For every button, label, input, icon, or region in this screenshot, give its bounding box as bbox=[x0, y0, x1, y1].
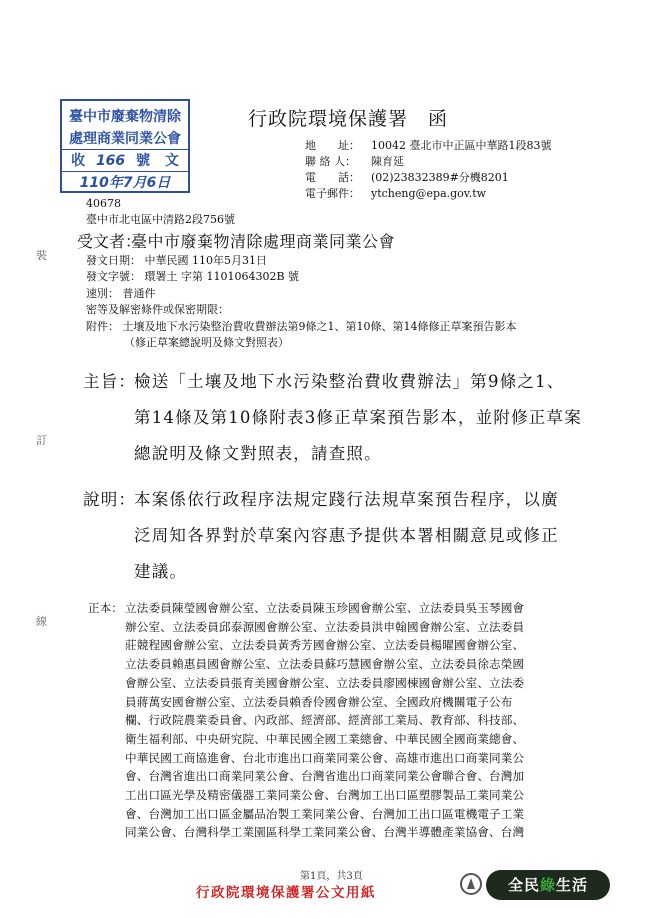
subject-line1: 檢送「土壤及地下水污染整治費收費辦法」第9條之1、 bbox=[134, 372, 565, 391]
issue-date: 發文日期： 中華民國 110年5月31日 bbox=[86, 254, 267, 267]
issue-number: 發文字號： 環署土 字第 1101064302B 號 bbox=[86, 270, 300, 283]
distribution-label: 正本： bbox=[88, 601, 123, 615]
margin-mark-line: 線 bbox=[36, 615, 47, 628]
distribution-line: 會辦公室、立法委員張育美國會辦公室、立法委員廖國棟國會辦公室、立法委 bbox=[125, 675, 525, 690]
subject-label: 主旨： bbox=[83, 372, 137, 391]
explain-label: 說明： bbox=[83, 490, 137, 509]
distribution-line: 員蔣萬安國會辦公室、立法委員賴香伶國會辦公室、全國政府機關電子公布 bbox=[125, 694, 513, 709]
sender-contact: 聯 絡 人： 陳育延 bbox=[305, 155, 404, 168]
green-life-badge: 全民綠生活 bbox=[486, 870, 610, 900]
margin-mark-bind: 裝 bbox=[36, 249, 47, 262]
explain-line3: 建議。 bbox=[134, 562, 188, 581]
recipient-address: 臺中市北屯區中清路2段756號 bbox=[86, 213, 235, 226]
stamp-line1: 臺中市廢棄物清除 bbox=[69, 109, 181, 125]
attachment: 附件： 土壤及地下水污染整治費收費辦法第9條之1、第10條、第14條修正草案預告影本 bbox=[86, 320, 517, 333]
subject-line2: 第14條及第10條附表3修正草案預告影本，並附修正草案 bbox=[134, 408, 582, 427]
recycle-logo-icon bbox=[460, 873, 482, 895]
stamp-line2: 處理商業同業公會 bbox=[69, 131, 181, 147]
speed: 速別： 普通件 bbox=[86, 287, 156, 300]
distribution-line: 欄、行政院農業委員會、內政部、經濟部、經濟部工業局、教育部、科技部、 bbox=[125, 713, 525, 728]
letterhead-footer: 行政院環境保護署公文用紙 bbox=[196, 885, 376, 901]
recipient-name: 臺中市廢棄物清除處理商業同業公會 bbox=[131, 232, 396, 251]
distribution-line: 工出口區光學及精密儀器工業同業公會、台灣加工出口區塑膠製品工業同業公 bbox=[125, 788, 525, 803]
explain-line1: 本案係依行政程序法規定踐行法規草案預告程序，以廣 bbox=[134, 490, 559, 509]
distribution-line: 立法委員賴惠員國會辦公室、立法委員蘇巧慧國會辦公室、立法委員徐志榮國 bbox=[125, 657, 525, 672]
attachment-cont: （修正草案總說明及條文對照表） bbox=[124, 336, 289, 349]
sender-phone: 電 話： (02)23832389#分機8201 bbox=[305, 171, 509, 184]
stamp-receipt-no: 收 166 號 文 bbox=[62, 149, 188, 170]
distribution-line: 衛生福利部、中央研究院、中華民國全國工業總會、中華民國全國商業總會、 bbox=[125, 731, 525, 746]
stamp-date: 110年7月6日 bbox=[62, 171, 188, 192]
distribution-line: 會、台灣加工出口區金屬品冶製工業同業公會、台灣加工出口區電機電子工業 bbox=[125, 806, 525, 821]
margin-mark-staple: 訂 bbox=[36, 434, 47, 447]
subject-line3: 總說明及條文對照表，請查照。 bbox=[134, 444, 382, 463]
distribution-line: 中華民國工商協進會、台北市進出口商業同業公會、高雄市進出口商業同業公 bbox=[125, 750, 525, 765]
distribution-list bbox=[125, 599, 585, 842]
sender-email: 電子郵件： ytcheng@epa.gov.tw bbox=[305, 187, 487, 200]
recipient-zip: 40678 bbox=[86, 197, 121, 210]
distribution-line: 會、台灣省進出口商業同業公會、台灣省進出口商業同業公會聯合會、台灣加 bbox=[125, 769, 525, 784]
page-number: 第1頁，共3頁 bbox=[300, 871, 363, 882]
recipient-label: 受文者： bbox=[77, 232, 142, 251]
document-title: 行政院環境保護署 函 bbox=[248, 108, 449, 130]
distribution-line: 辦公室、立法委員邱泰源國會辦公室、立法委員洪申翰國會辦公室、立法委員 bbox=[125, 619, 525, 634]
explain-line2: 泛周知各界對於草案內容惠予提供本署相關意見或修正 bbox=[134, 526, 559, 545]
sender-address: 地 址： 10042 臺北市中正區中華路1段83號 bbox=[305, 139, 552, 152]
secrecy: 密等及解密條件或保密期限： bbox=[86, 303, 229, 316]
distribution-line: 立法委員陳瑩國會辦公室、立法委員陳玉珍國會辦公室、立法委員吳玉琴國會 bbox=[125, 601, 525, 615]
distribution-line: 莊競程國會辦公室、立法委員黃秀芳國會辦公室、立法委員楊曜國會辦公室、 bbox=[125, 638, 525, 653]
distribution-line: 同業公會、台灣科學工業園區科學工業同業公會、台灣半導體產業協會、台灣 bbox=[125, 825, 525, 840]
received-stamp bbox=[60, 99, 190, 193]
